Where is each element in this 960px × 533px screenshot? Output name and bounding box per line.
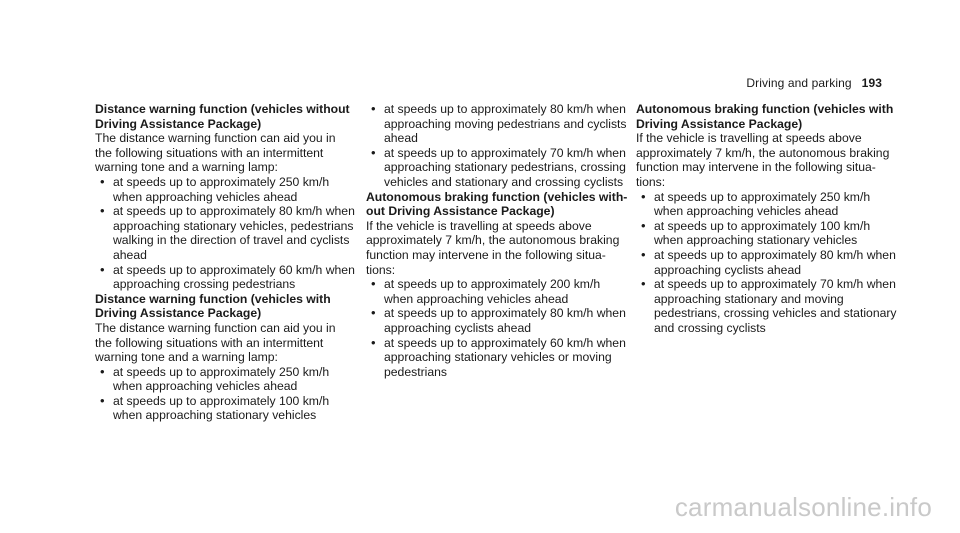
list-item: • at speeds up to approximately 80 km/h when approaching cyclists ahead	[366, 306, 628, 335]
list-item: • at speeds up to approximately 80 km/h when approaching cyclists ahead	[636, 248, 898, 277]
page-header	[746, 76, 882, 90]
list-item: • at speeds up to approximately 200 km/h when approaching vehicles ahead	[366, 277, 628, 306]
watermark: carmanualsonline.info	[674, 492, 932, 522]
page-number: 193	[861, 76, 882, 90]
bullet-list	[366, 102, 628, 190]
bullet-list	[636, 190, 898, 336]
section-heading: Distance warning function (vehicles with Driving Assistance Package)	[95, 291, 331, 321]
section-intro: The distance warning function can aid you in the following situations with an intermittent warning tone and a warning lamp:	[95, 131, 336, 175]
list-item: • at speeds up to approximately 80 km/h when approaching moving pedestrians and cyclists ahead	[366, 102, 628, 146]
section-title: Driving and parking	[746, 76, 852, 90]
section-heading: Distance warning function (vehicles without Driving Assistance Package)	[95, 102, 350, 131]
section-heading: Autonomous braking function (vehicles with Driving Assistance Package)	[636, 102, 894, 131]
list-item: • at speeds up to approximately 70 km/h when approaching stationary pedestrians, crossing vehicles and stationary and crossing cyclists	[366, 146, 628, 190]
list-item: • at speeds up to approximately 250 km/h when approaching vehicles ahead	[95, 365, 355, 394]
list-item: • at speeds up to approximately 250 km/h when approaching vehicles ahead	[95, 175, 355, 204]
column-2	[366, 102, 628, 379]
list-item: • at speeds up to approximately 100 km/h when approaching stationary vehicles	[95, 394, 355, 423]
section-intro: If the vehicle is travelling at speeds above approximately 7 km/h, the autonomous braking function may intervene in the following situa-tions:	[366, 218, 620, 277]
section-heading: Autonomous braking function (vehicles with-out Driving Assistance Package)	[366, 189, 628, 219]
column-3	[636, 102, 898, 336]
list-item: • at speeds up to approximately 250 km/h when approaching vehicles ahead	[636, 190, 898, 219]
bullet-list	[95, 365, 355, 423]
list-item: • at speeds up to approximately 70 km/h when approaching stationary and moving pedestrians, crossing vehicles and stationary and crossing cyclists	[636, 277, 898, 335]
list-item: • at speeds up to approximately 100 km/h when approaching stationary vehicles	[636, 219, 898, 248]
section-intro: If the vehicle is travelling at speeds above approximately 7 km/h, the autonomous braking function may intervene in the following situa-tions:	[636, 131, 890, 189]
column-1	[95, 102, 355, 423]
bullet-list	[366, 277, 628, 379]
section-intro: The distance warning function can aid you in the following situations with an intermittent warning tone and a warning lamp:	[95, 320, 336, 365]
list-item: • at speeds up to approximately 80 km/h when approaching stationary vehicles, pedestrians walking in the direction of travel and cyclists ahead	[95, 204, 355, 262]
list-item: • at speeds up to approximately 60 km/h when approaching crossing pedestrians	[95, 263, 355, 292]
list-item: • at speeds up to approximately 60 km/h when approaching stationary vehicles or moving pedestrians	[366, 336, 628, 380]
bullet-list	[95, 175, 355, 292]
